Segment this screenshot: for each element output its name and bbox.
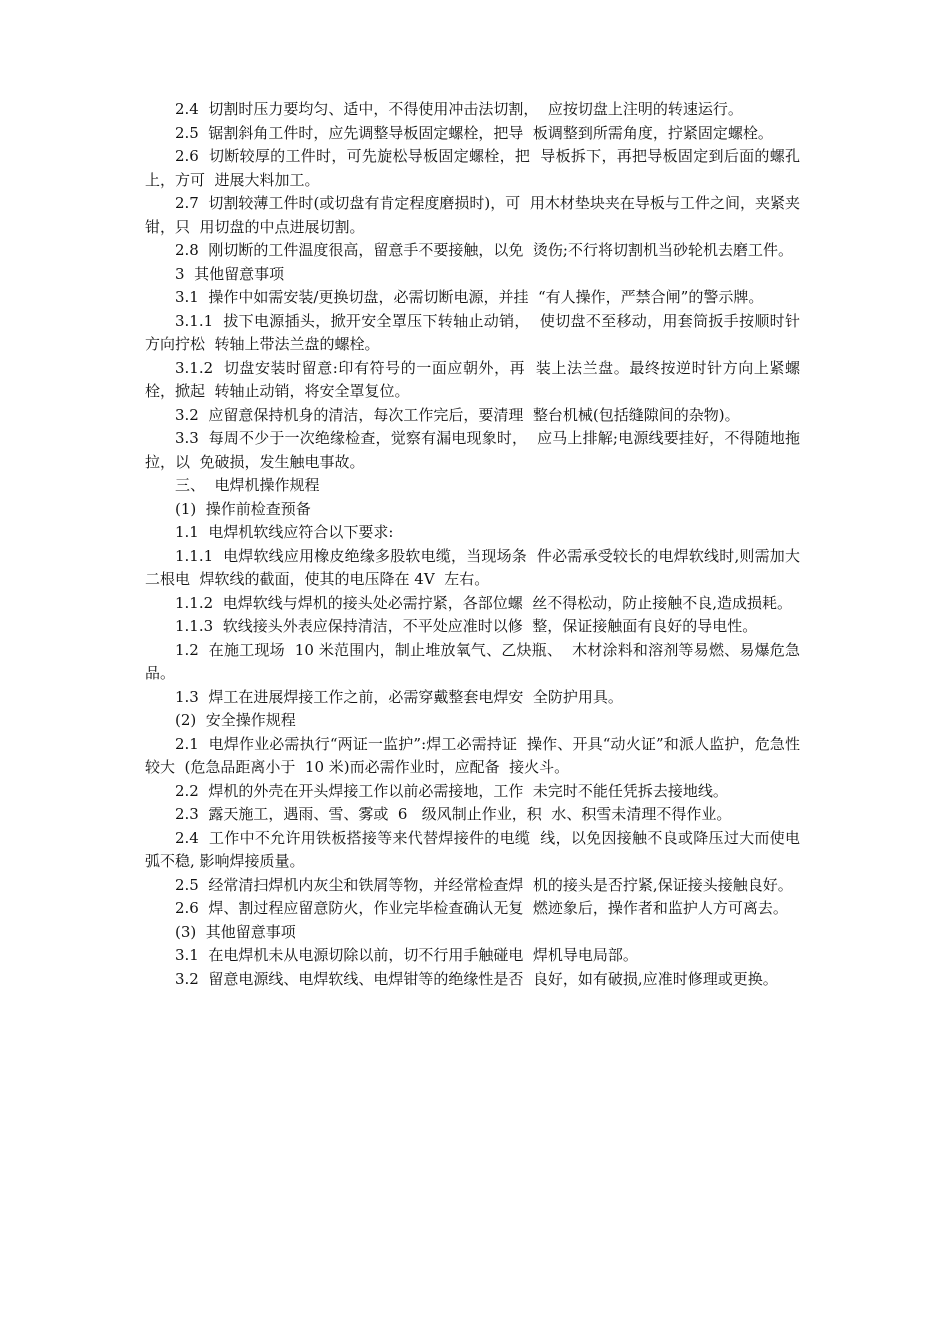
- paragraph: 3.1 在电焊机未从电源切除以前，切不行用手触碰电 焊机导电局部。: [175, 946, 638, 964]
- paragraph: 2.6 焊、割过程应留意防火，作业完毕检查确认无复 燃迹象后，操作者和监护人方可离去。: [175, 899, 788, 917]
- section-heading: (3) 其他留意事项: [175, 922, 296, 941]
- chapter-heading: 三、 电焊机操作规程: [175, 476, 320, 494]
- paragraph: 2.1 电焊作业必需执行“两证一监护”:焊工必需持证 操作、开具“动火证”和派人监护，危急性较大 (危急品距离小于 10 米)而必需作业时，应配备 接火斗。: [145, 734, 800, 776]
- paragraph: 3.3 每周不少于一次绝缘检查，觉察有漏电现象时， 应马上排解;电源线要挂好，不得随地拖拉，以 免破损，发生触电事故。: [145, 429, 800, 471]
- paragraph: 3.1.2 切盘安装时留意:印有符号的一面应朝外，再 装上法兰盘。最终按逆时针方向上紧螺栓，掀起 转轴止动销，将安全罩复位。: [145, 358, 800, 400]
- paragraph: 1.1 电焊机软线应符合以下要求:: [175, 523, 394, 541]
- paragraph: 1.3 焊工在进展焊接工作之前，必需穿戴整套电焊安 全防护用具。: [175, 687, 623, 706]
- paragraph: 2.5 经常清扫焊机内灰尘和铁屑等物，并经常检查焊 机的接头是否拧紧,保证接头接触良好。: [175, 875, 793, 894]
- paragraph: 2.5 锯割斜角工件时，应先调整导板固定螺栓，把导 板调整到所需角度，拧紧固定螺栓。: [175, 123, 773, 142]
- paragraph: 1.1.3 软线接头外表应保持清洁，不平处应准时以修 整，保证接触面有良好的导电性。: [175, 617, 758, 635]
- paragraph: 2.4 切割时压力要均匀、适中，不得使用冲击法切割， 应按切盘上注明的转速运行。: [175, 100, 743, 118]
- paragraph: 2.4 工作中不允许用铁板搭接等来代替焊接件的电缆 线，以免因接触不良或降压过大而使电弧不稳, 影响焊接质量。: [145, 828, 800, 870]
- paragraph: 3.1.1 拔下电源插头，掀开安全罩压下转轴止动销， 使切盘不至移动，用套筒扳手按顺时针方向拧松 转轴上带法兰盘的螺栓。: [145, 311, 800, 353]
- paragraph: 1.2 在施工现场 10 米范围内，制止堆放氧气、乙炔瓶、 木材涂料和溶剂等易燃、易爆危急品。: [145, 640, 800, 682]
- paragraph: 2.3 露天施工，遇雨、雪、雾或 6 级风制止作业，积 水、积雪未清理不得作业。: [175, 805, 732, 823]
- section-heading: 3 其他留意事项: [175, 264, 285, 283]
- section-heading: (2) 安全操作规程: [175, 711, 296, 729]
- paragraph: 2.8 刚切断的工件温度很高，留意手不要接触，以免 烫伤;不行将切割机当砂轮机去磨工件。: [175, 241, 793, 259]
- paragraph: 1.1.1 电焊软线应用橡皮绝缘多股软电缆，当现场条 件必需承受较长的电焊软线时,则需加大二根电 焊软线的截面，使其的电压降在 4V 左右。: [145, 546, 800, 588]
- paragraph: 2.6 切断较厚的工件时，可先旋松导板固定螺栓，把 导板拆下，再把导板固定到后面的螺孔上，方可 进展大料加工。: [145, 147, 800, 189]
- section-heading: (1) 操作前检查预备: [175, 499, 311, 518]
- paragraph: 2.2 焊机的外壳在开头焊接工作以前必需接地，工作 未完时不能任凭拆去接地线。: [175, 781, 728, 800]
- paragraph: 3.2 留意电源线、电焊软线、电焊钳等的绝缘性是否 良好，如有破损,应准时修理或更换。: [175, 969, 778, 988]
- paragraph: 3.1 操作中如需安装/更换切盘，必需切断电源，并挂 “有人操作，严禁合闸”的警示牌。: [175, 288, 764, 306]
- paragraph: 2.7 切割较薄工件时(或切盘有肯定程度磨损时)，可 用木材垫块夹在导板与工件之间，夹紧夹钳，只 用切盘的中点进展切割。: [145, 194, 800, 236]
- paragraph: 3.2 应留意保持机身的清洁，每次工作完后，要清理 整台机械(包括缝隙间的杂物)。: [175, 405, 740, 424]
- paragraph: 1.1.2 电焊软线与焊机的接头处必需拧紧，各部位螺 丝不得松动，防止接触不良,造成损耗。: [175, 593, 793, 612]
- document-page: [145, 98, 800, 991]
